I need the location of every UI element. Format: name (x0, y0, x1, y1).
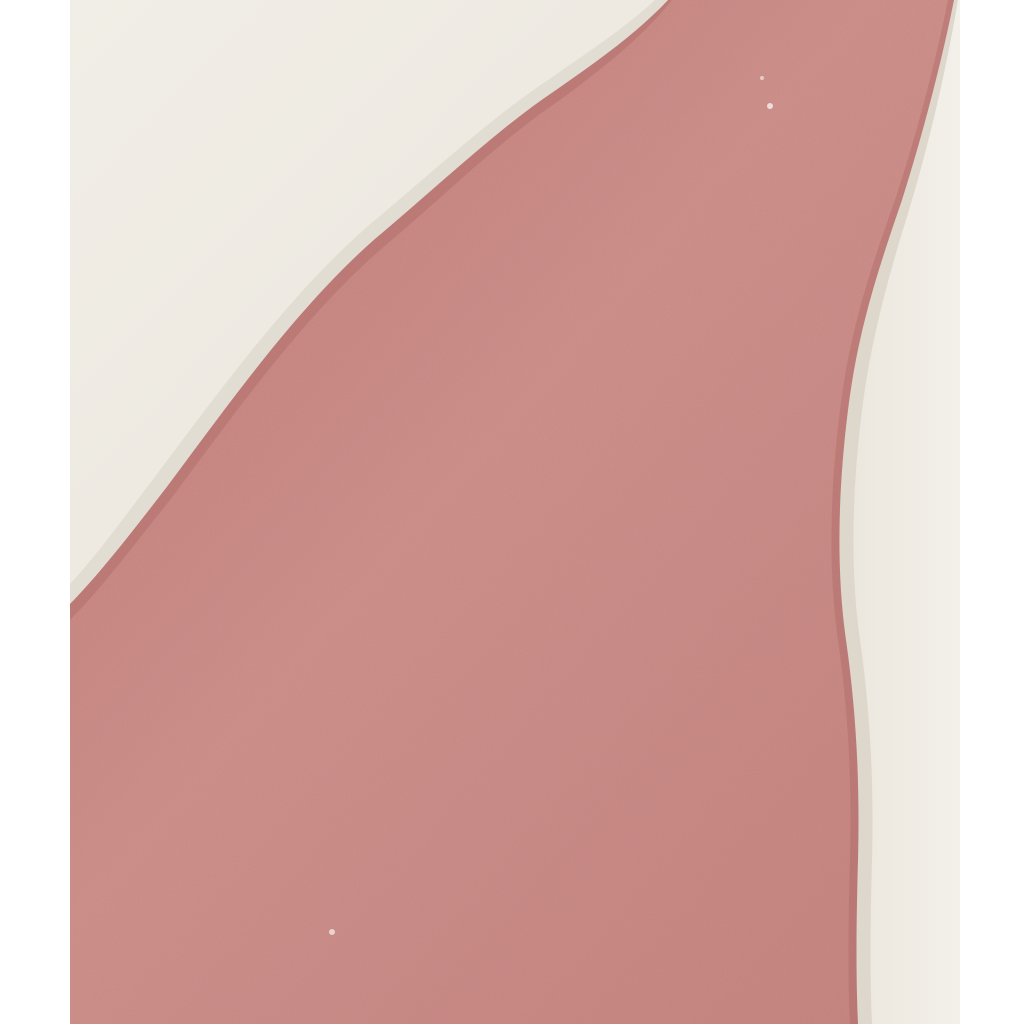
left-margin (0, 0, 70, 1024)
surface-speck (760, 76, 764, 80)
surface-speck (329, 929, 335, 935)
right-margin (960, 0, 1024, 1024)
surface-speck (767, 103, 773, 109)
